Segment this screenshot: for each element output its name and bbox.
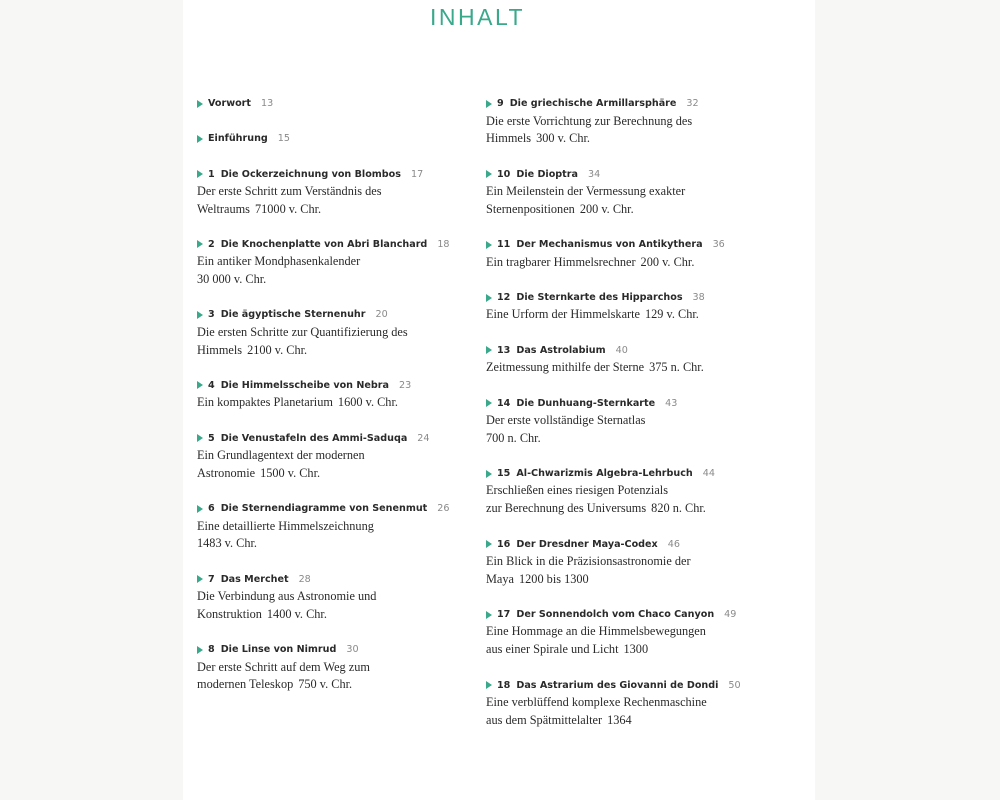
chapter-title: Die Venustafeln des Ammi-Saduqa bbox=[220, 432, 408, 444]
page-number: 34 bbox=[587, 168, 601, 180]
toc-entry[interactable] bbox=[197, 429, 477, 482]
page-number: 13 bbox=[261, 98, 274, 110]
description-text: aus dem Spätmittelalter bbox=[486, 712, 603, 727]
chapter-date: 300 v. Chr. bbox=[536, 131, 590, 146]
chapter-description-line bbox=[197, 535, 477, 553]
page-number: 46 bbox=[667, 538, 680, 550]
toc-entry[interactable] bbox=[486, 95, 766, 148]
chapter-number: 12 bbox=[497, 292, 511, 304]
chapter-description-line bbox=[486, 553, 766, 571]
chapter-title: Die Himmelsscheibe von Nebra bbox=[220, 379, 389, 391]
toc-entry[interactable] bbox=[486, 394, 766, 447]
toc-entry[interactable] bbox=[486, 236, 766, 271]
page-number: 26 bbox=[437, 503, 450, 515]
chapter-title: Die griechische Armillarsphäre bbox=[509, 98, 677, 110]
description-text: Ein kompaktes Planetarium bbox=[197, 395, 333, 410]
description-text: aus einer Spirale und Licht bbox=[486, 642, 619, 657]
chapter-date: 1600 v. Chr. bbox=[337, 395, 398, 410]
chapter-number: 8 bbox=[208, 644, 215, 656]
chapter-description-line bbox=[197, 394, 477, 412]
chapter-number: 17 bbox=[497, 609, 511, 621]
triangle-bullet-icon bbox=[486, 241, 492, 249]
page-number: 24 bbox=[417, 432, 430, 444]
chapter-number: 4 bbox=[208, 379, 215, 391]
chapter-date: 71000 v. Chr. bbox=[254, 201, 322, 216]
page-title: INHALT bbox=[430, 4, 526, 30]
chapter-description-line bbox=[486, 183, 766, 201]
description-text: Weltraums bbox=[197, 201, 250, 216]
toc-entry-heading[interactable] bbox=[486, 289, 766, 307]
chapter-date: 1500 v. Chr. bbox=[260, 465, 321, 480]
triangle-bullet-icon bbox=[197, 381, 203, 389]
chapter-title: Die Linse von Nimrud bbox=[220, 644, 337, 656]
chapter-date: 375 n. Chr. bbox=[649, 360, 704, 375]
toc-entry[interactable] bbox=[486, 289, 766, 324]
toc-entry-heading[interactable] bbox=[197, 95, 477, 113]
chapter-description-line bbox=[486, 201, 766, 219]
page-number: 44 bbox=[702, 468, 715, 480]
chapter-description-line bbox=[486, 623, 766, 641]
triangle-bullet-icon bbox=[197, 575, 203, 583]
chapter-title: Die ägyptische Sternenuhr bbox=[220, 309, 366, 321]
description-text: Eine verblüffend komplexe Rechenmaschine bbox=[486, 694, 707, 709]
triangle-bullet-icon bbox=[486, 170, 492, 178]
triangle-bullet-icon bbox=[197, 170, 203, 178]
chapter-title: Das Astrarium des Giovanni de Dondi bbox=[516, 679, 719, 691]
chapter-number: 5 bbox=[208, 432, 215, 444]
triangle-bullet-icon bbox=[486, 100, 492, 108]
page-number: 38 bbox=[692, 292, 705, 304]
page-number: 18 bbox=[437, 238, 450, 250]
chapter-description-line bbox=[486, 130, 766, 148]
description-text: Himmels bbox=[197, 342, 243, 357]
chapter-description-line bbox=[197, 342, 477, 360]
chapter-description-line bbox=[486, 306, 766, 324]
triangle-bullet-icon bbox=[197, 646, 203, 654]
page-number: 50 bbox=[728, 679, 741, 691]
triangle-bullet-icon bbox=[197, 434, 203, 442]
chapter-description-line bbox=[486, 482, 766, 500]
toc-entry[interactable] bbox=[197, 641, 477, 694]
page-number: 49 bbox=[724, 609, 737, 621]
page-number: 23 bbox=[398, 379, 412, 391]
toc-entry-heading[interactable] bbox=[197, 500, 477, 518]
chapter-title: Der Dresdner Maya-Codex bbox=[516, 538, 658, 550]
description-text: Die Verbindung aus Astronomie und bbox=[197, 589, 377, 604]
description-text: Maya bbox=[486, 571, 514, 586]
chapter-title: Der Sonnendolch vom Chaco Canyon bbox=[516, 609, 715, 621]
chapter-date: 700 n. Chr. bbox=[486, 430, 541, 445]
page-number: 32 bbox=[686, 98, 699, 110]
chapter-number: 7 bbox=[208, 573, 215, 585]
toc-entry[interactable] bbox=[486, 465, 766, 518]
chapter-description-line bbox=[486, 113, 766, 131]
chapter-title: Al-Chwarizmis Algebra-Lehrbuch bbox=[516, 468, 693, 480]
description-text: Himmels bbox=[486, 131, 532, 146]
chapter-title: Das Merchet bbox=[220, 573, 289, 585]
toc-entry-heading[interactable] bbox=[486, 236, 766, 254]
chapter-title: Die Sternendiagramme von Senenmut bbox=[220, 503, 428, 515]
page-number: 43 bbox=[665, 397, 678, 409]
chapter-description-line bbox=[486, 412, 766, 430]
toc-entry[interactable] bbox=[197, 165, 477, 218]
chapter-description-line bbox=[197, 253, 477, 271]
toc-entry-heading[interactable] bbox=[486, 535, 766, 553]
page-number: 20 bbox=[375, 309, 388, 321]
chapter-date: 750 v. Chr. bbox=[298, 677, 353, 692]
chapter-title: Das Astrolabium bbox=[516, 344, 606, 356]
chapter-date: 200 v. Chr. bbox=[579, 201, 634, 216]
chapter-description-line bbox=[486, 712, 766, 730]
toc-entry-heading[interactable] bbox=[197, 570, 477, 588]
chapter-description-line bbox=[197, 324, 477, 342]
description-text: Ein tragbarer Himmelsrechner bbox=[486, 254, 636, 269]
chapter-title: Vorwort bbox=[208, 98, 251, 110]
chapter-title: Die Ockerzeichnung von Blombos bbox=[220, 168, 401, 180]
toc-entry[interactable] bbox=[486, 165, 766, 218]
description-text: Ein Meilenstein der Vermessung exakter bbox=[486, 184, 686, 199]
triangle-bullet-icon bbox=[197, 505, 203, 513]
chapter-title: Die Sternkarte des Hipparchos bbox=[516, 292, 683, 304]
chapter-title: Der Mechanismus von Antikythera bbox=[516, 239, 703, 251]
toc-entry[interactable] bbox=[486, 676, 766, 729]
triangle-bullet-icon bbox=[486, 681, 492, 689]
description-text: zur Berechnung des Universums bbox=[486, 501, 647, 516]
chapter-date: 1200 bis 1300 bbox=[519, 571, 589, 586]
toc-entry-heading[interactable] bbox=[486, 606, 766, 624]
chapter-number: 18 bbox=[497, 679, 511, 691]
page-number: 15 bbox=[277, 133, 290, 145]
description-text: Eine Hommage an die Himmelsbewegungen bbox=[486, 624, 706, 639]
chapter-number: 10 bbox=[497, 168, 511, 180]
chapter-description-line bbox=[486, 571, 766, 589]
chapter-title: Die Knochenplatte von Abri Blanchard bbox=[220, 238, 428, 250]
triangle-bullet-icon bbox=[486, 540, 492, 548]
chapter-number: 2 bbox=[208, 238, 215, 250]
chapter-number: 6 bbox=[208, 503, 215, 515]
description-text: Sternenpositionen bbox=[486, 201, 575, 216]
toc-entry-heading[interactable] bbox=[197, 641, 477, 659]
toc-entry[interactable] bbox=[197, 95, 477, 113]
chapter-date: 1400 v. Chr. bbox=[266, 606, 327, 621]
description-text: Die erste Vorrichtung zur Berechnung des bbox=[486, 113, 693, 128]
description-text: Ein Grundlagentext der modernen bbox=[197, 448, 365, 463]
toc-left-column bbox=[197, 95, 477, 711]
toc-entry-heading[interactable] bbox=[197, 429, 477, 447]
chapter-number: 15 bbox=[497, 468, 511, 480]
toc-entry[interactable] bbox=[197, 500, 477, 553]
chapter-description-line bbox=[486, 359, 766, 377]
chapter-date: 1300 bbox=[623, 642, 649, 657]
chapter-date: 2100 v. Chr. bbox=[247, 342, 308, 357]
toc-entry-heading[interactable] bbox=[486, 676, 766, 694]
description-text: Erschließen eines riesigen Potenzials bbox=[486, 483, 669, 498]
chapter-date: 200 v. Chr. bbox=[640, 254, 695, 269]
toc-entry[interactable] bbox=[197, 130, 477, 148]
triangle-bullet-icon bbox=[197, 240, 203, 248]
chapter-number: 1 bbox=[208, 168, 215, 180]
toc-entry-heading[interactable] bbox=[197, 306, 477, 324]
chapter-description-line bbox=[197, 676, 477, 694]
chapter-description-line bbox=[486, 641, 766, 659]
page-number: 36 bbox=[712, 239, 725, 251]
triangle-bullet-icon bbox=[486, 346, 492, 354]
toc-entry[interactable] bbox=[197, 236, 477, 289]
page-number: 28 bbox=[298, 573, 311, 585]
page-number: 17 bbox=[410, 168, 424, 180]
triangle-bullet-icon bbox=[486, 470, 492, 478]
toc-entry-heading[interactable] bbox=[197, 130, 477, 148]
chapter-number: 9 bbox=[497, 98, 504, 110]
toc-right-column bbox=[486, 95, 766, 747]
triangle-bullet-icon bbox=[486, 611, 492, 619]
page-number: 40 bbox=[615, 344, 628, 356]
toc-entry-heading[interactable] bbox=[486, 394, 766, 412]
triangle-bullet-icon bbox=[197, 100, 203, 108]
chapter-description-line bbox=[486, 694, 766, 712]
chapter-description-line bbox=[486, 500, 766, 518]
triangle-bullet-icon bbox=[197, 311, 203, 319]
chapter-date: 129 v. Chr. bbox=[645, 307, 699, 322]
description-text: Der erste Schritt zum Verständnis des bbox=[197, 183, 382, 198]
toc-entry-heading[interactable] bbox=[486, 165, 766, 183]
chapter-title: Die Dioptra bbox=[516, 168, 578, 180]
toc-entry-heading[interactable] bbox=[197, 377, 477, 395]
toc-entry[interactable] bbox=[197, 377, 477, 412]
chapter-description-line bbox=[197, 201, 477, 219]
chapter-description-line bbox=[197, 659, 477, 677]
toc-entry-heading[interactable] bbox=[486, 95, 766, 113]
chapter-description-line bbox=[486, 254, 766, 272]
chapter-title: Die Dunhuang-Sternkarte bbox=[516, 397, 656, 409]
toc-entry-heading[interactable] bbox=[486, 465, 766, 483]
description-text: Die ersten Schritte zur Quantifizierung des bbox=[197, 324, 408, 339]
toc-entry[interactable] bbox=[197, 570, 477, 623]
chapter-number: 11 bbox=[497, 239, 511, 251]
chapter-number: 3 bbox=[208, 309, 215, 321]
toc-entry[interactable] bbox=[486, 535, 766, 588]
chapter-description-line bbox=[486, 430, 766, 448]
description-text: Ein antiker Mondphasenkalender bbox=[197, 254, 361, 269]
chapter-number: 16 bbox=[497, 538, 511, 550]
chapter-description-line bbox=[197, 518, 477, 536]
triangle-bullet-icon bbox=[486, 294, 492, 302]
page-number: 30 bbox=[346, 644, 359, 656]
triangle-bullet-icon bbox=[486, 399, 492, 407]
description-text: Zeitmessung mithilfe der Sterne bbox=[486, 360, 645, 375]
description-text: Eine Urform der Himmelskarte bbox=[486, 307, 640, 322]
description-text: Konstruktion bbox=[197, 606, 262, 621]
chapter-description-line bbox=[197, 447, 477, 465]
description-text: Der erste Schritt auf dem Weg zum bbox=[197, 659, 370, 674]
toc-entry[interactable] bbox=[197, 306, 477, 359]
triangle-bullet-icon bbox=[197, 135, 203, 143]
description-text: Ein Blick in die Präzisionsastronomie der bbox=[486, 553, 691, 568]
chapter-description-line bbox=[197, 465, 477, 483]
chapter-number: 13 bbox=[497, 344, 511, 356]
description-text: modernen Teleskop bbox=[197, 677, 294, 692]
chapter-description-line bbox=[197, 606, 477, 624]
description-text: Der erste vollständige Sternatlas bbox=[486, 413, 646, 427]
chapter-description-line bbox=[197, 271, 477, 289]
chapter-title: Einführung bbox=[208, 133, 268, 145]
chapter-number: 14 bbox=[497, 397, 511, 409]
chapter-description-line bbox=[197, 183, 477, 201]
chapter-date: 1364 bbox=[607, 712, 632, 727]
chapter-date: 1483 v. Chr. bbox=[197, 536, 258, 551]
toc-entry-heading[interactable] bbox=[486, 342, 766, 360]
chapter-date: 820 n. Chr. bbox=[651, 501, 706, 516]
toc-entry[interactable] bbox=[486, 606, 766, 659]
toc-entry[interactable] bbox=[486, 342, 766, 377]
description-text: Eine detaillierte Himmelszeichnung bbox=[197, 518, 374, 533]
chapter-description-line bbox=[197, 588, 477, 606]
toc-entry-heading[interactable] bbox=[197, 236, 477, 254]
description-text: Astronomie bbox=[197, 465, 256, 480]
toc-entry-heading[interactable] bbox=[197, 165, 477, 183]
chapter-date: 30 000 v. Chr. bbox=[197, 272, 267, 287]
